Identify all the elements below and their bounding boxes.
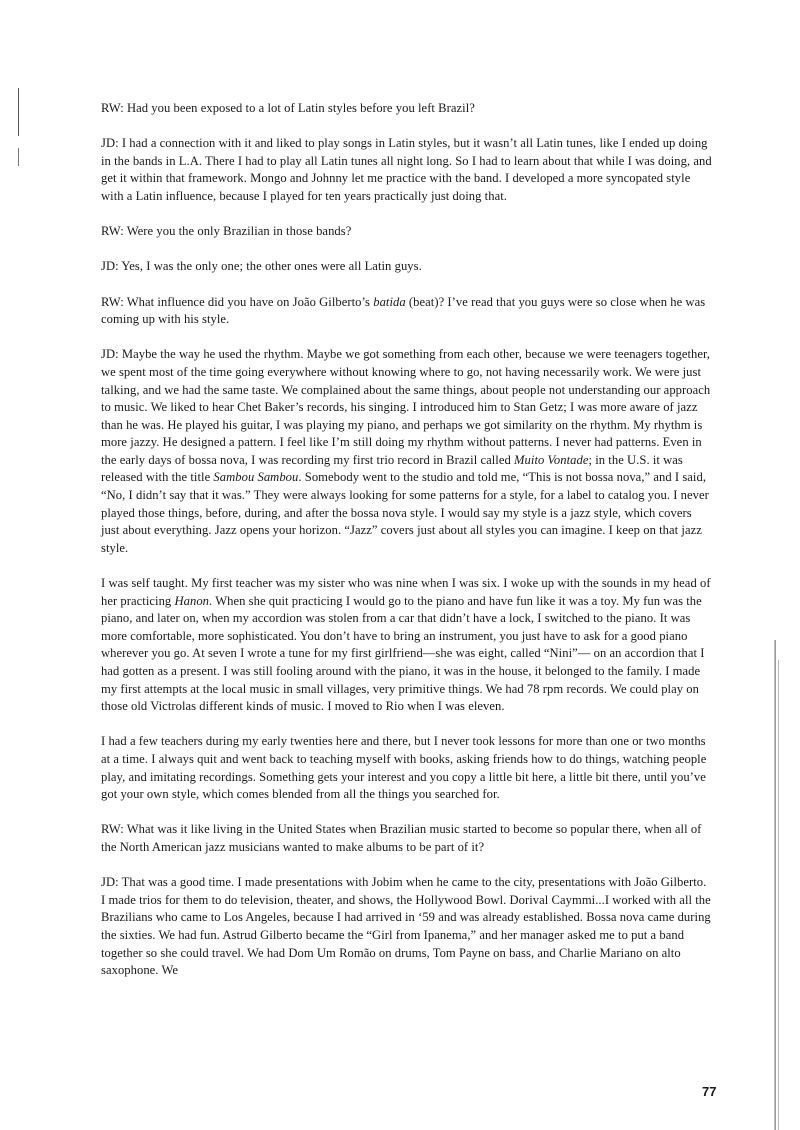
text-run: . Somebody went to the studio and told me, “This is not bossa nova,” and I said, “No, I didn’t say that it was.” They were always looking for some patterns for a style, for a label to catalog you. I never played those things, before, during, and after the bossa nova style. I would say my style is a jazz style, which covers just about everything. Jazz opens your horizon. “Jazz” covers just about all styles you can imagine. I keep on that jazz style. [101,470,709,555]
italic-term: Hanon [174,593,210,608]
text-run: (beat)? I’ve read that you guys were so close when he was coming up with his style. [101,294,706,327]
paragraph-answer [101,346,713,557]
paragraph-question: RW: Were you the only Brazilian in those bands? [101,224,352,239]
interview-text [101,100,713,997]
album-title: Muito Vontade [514,452,589,467]
text-run: . When she quit practicing I would go to the piano and have fun like it was a toy. My fun was the piano, and later on, when my accordion was stolen from a car that didn’t have a lock, I switched to the piano. It was more comfortable, more sophisticated. You don’t have to bring an instrument, you just have to ask for a good piano wherever you go. At seven I wrote a tune for my first girlfriend—she was eight, called “Nini”— on an accordion that I had gotten as a present. I was still fooling around with the piano, it was in the house, it belonged to the family. I made my first attempts at the local music in small villages, very primitive things. We had 78 rpm records. We could play on those old Victrolas different kinds of music. I moved to Rio when I was eleven. [101,593,705,714]
paragraph-question: RW: What was it like living in the United States when Brazilian music started to become so popular there, when all of the North American jazz musicians wanted to make albums to be part of it? [101,822,702,854]
text-run: JD: Maybe the way he used the rhythm. Maybe we got something from each other, because we were teenagers together, we spent most of the time going everywhere without knowing where to go, not having necessarily work. We were just talking, and we had the same taste. We complained about the same things, about people not understanding our approach to music. We liked to hear Chet Baker’s records, his singing. I introduced him to Stan Getz; I was more aware of jazz than he was. He played his guitar, I was playing my piano, and perhaps we got similarity on the rhythm. My rhythm is more jazzy. He designed a pattern. I feel like I’m still doing my rhythm without patterns. I never had patterns. Even in the early days of bossa nova, I was recording my first trio record in Brazil called [101,347,711,467]
text-run: ; in the U.S. it was released with the title [101,452,683,485]
paragraph-answer: I had a few teachers during my early twenties here and there, but I never took lessons for more than one or two months at a time. I always quit and went back to teaching myself with books, asking friends how to do things, watching people play, and imitating recordings. Something gets your interest and you copy a little bit here, a little bit there, until you’ve got your own style, which comes blended from all the things you searched for. [101,734,707,802]
scan-page-edge [774,640,776,1130]
text-run: I was self taught. My first teacher was my sister who was nine when I was six. I woke up with the sounds in my head of her practicing [101,576,711,608]
album-title: Sambou Sambou [213,470,299,485]
paragraph-answer: JD: That was a good time. I made presentations with Jobim when he came to the city, presentations with João Gilberto. I made trios for them to do television, theater, and shows, the Hollywood Bowl. Dorival Caymmi...I worked with all the Brazilians who came to Los Angeles, because I had arrived in ‘59 and was already established. Bossa nova came during the sixties. We had fun. Astrud Gilberto became the “Girl from Ipanema,” and her manager asked me to put a band together so she could travel. We had Dom Um Romão on drums, Tom Payne on bass, and Charlie Mariano on alto saxophone. We [101,875,711,978]
paragraph-answer [101,575,713,716]
scan-page-edge [778,660,779,1130]
scan-binding-mark [18,88,19,136]
page-number: 77 [702,1084,717,1099]
italic-term: batida [373,294,406,309]
paragraph-question [101,294,713,329]
paragraph-answer: JD: I had a connection with it and liked to play songs in Latin styles, but it wasn’t all Latin tunes, like I ended up doing in the bands in L.A. There I had to play all Latin tunes all night long. So I had to learn about that while I was doing, and get it within that framework. Mongo and Johnny let me practice with the band. I developed a more syncopated style with a Latin influence, because I played for ten years practically just doing that. [101,136,712,203]
scan-binding-mark [18,148,19,166]
text-run: RW: What influence did you have on João Gilberto’s [101,294,374,309]
paragraph-question: RW: Had you been exposed to a lot of Latin styles before you left Brazil? [101,101,475,115]
paragraph-answer: JD: Yes, I was the only one; the other ones were all Latin guys. [101,259,422,274]
